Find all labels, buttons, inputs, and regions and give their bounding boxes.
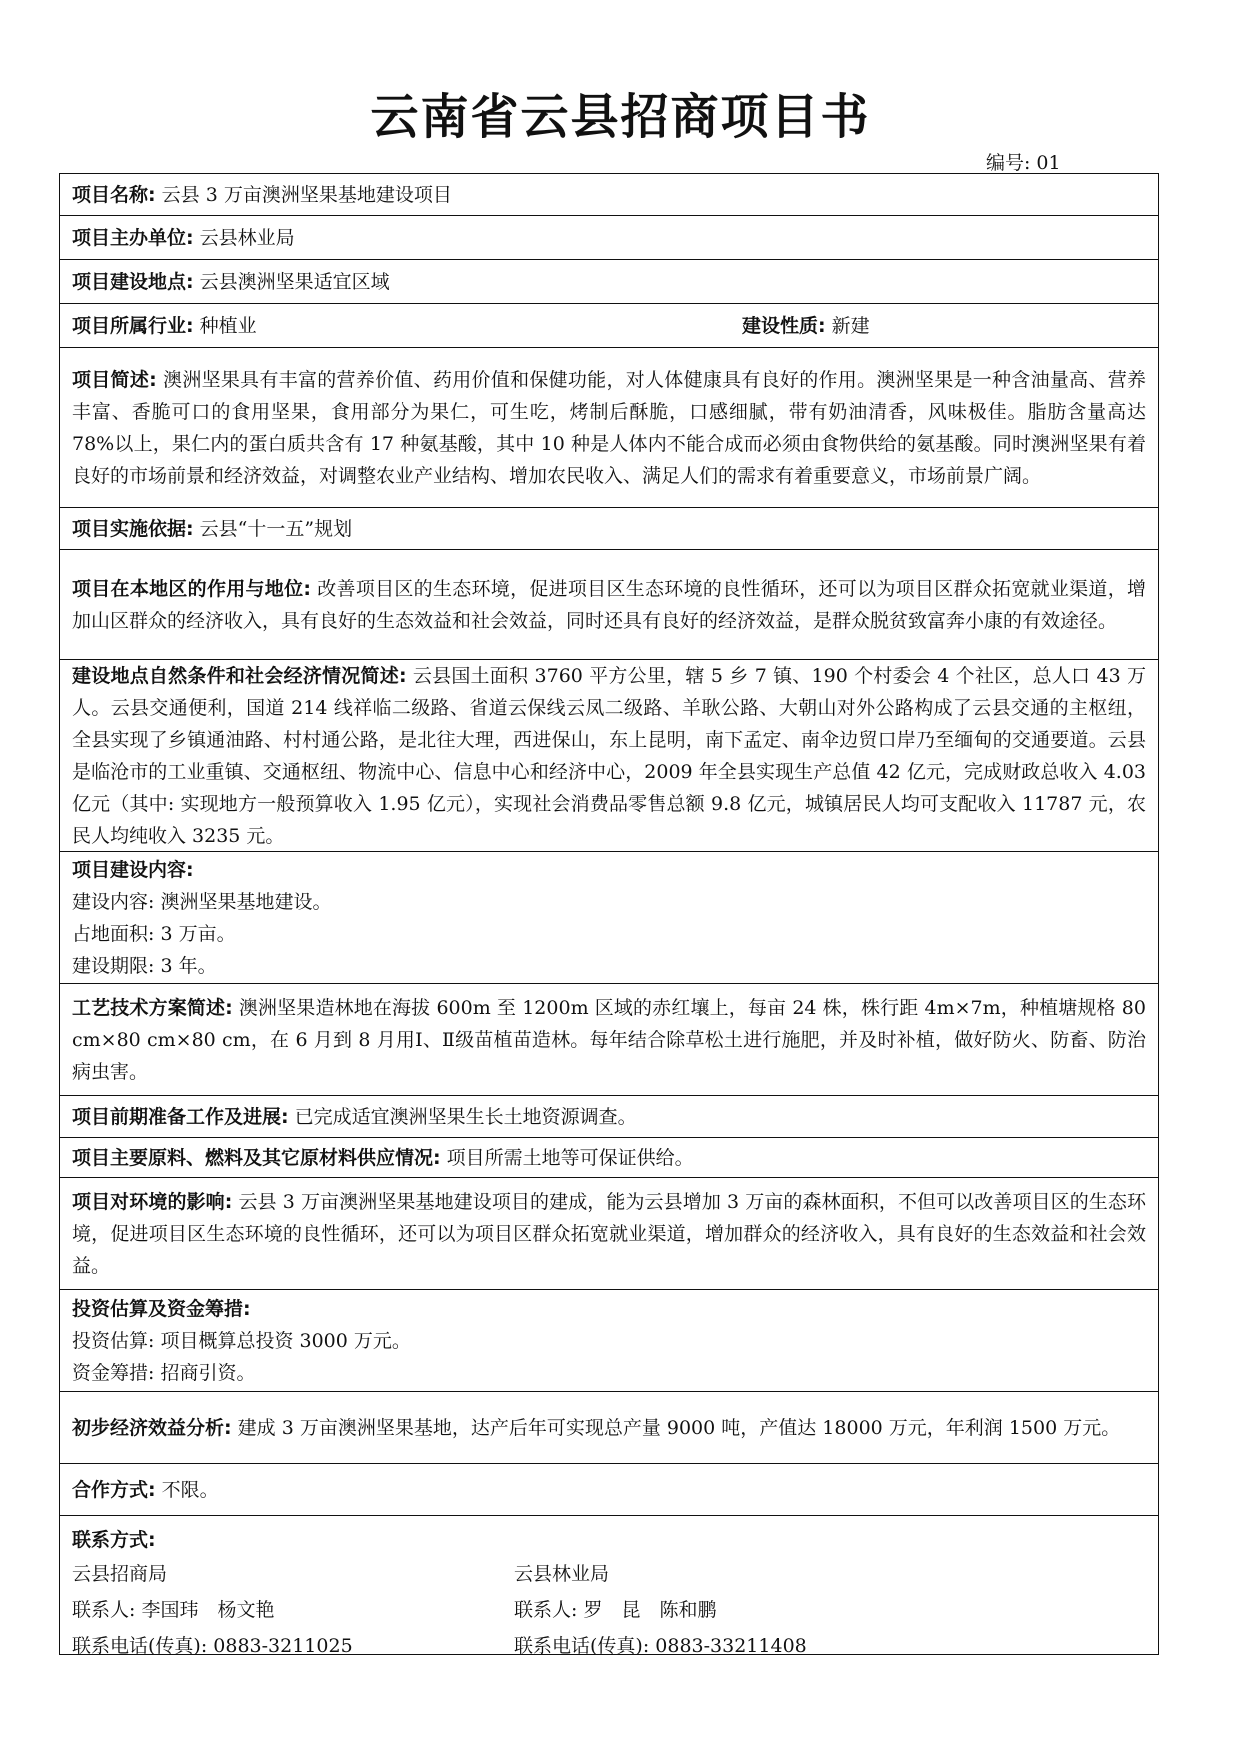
field-label: 项目所属行业: [72,314,194,337]
row-summary [60,348,1158,508]
field-value: 项目所需土地等可保证供给。 [446,1146,694,1169]
row-prep [60,1096,1158,1138]
field-value: 云县 3 万亩澳洲坚果基地建设项目的建成，能为云县增加 3 万亩的森林面积，不但可以改善项目区的生态环境，促进项目区生态环境的良性循环，还可以为项目区群众拓宽就业渠道，增加群众的经济收入，具有良好的生态效益和社会效益。 [72,1190,1147,1277]
field-label: 项目对环境的影响: [72,1190,233,1213]
field-label: 项目前期准备工作及进展: [72,1105,289,1128]
contact-left-org: 云县招商局 [72,1563,168,1585]
row-role [60,550,1158,660]
field-label: 项目主要原料、燃料及其它原材料供应情况: [72,1146,441,1169]
field-value: 云县林业局 [199,226,295,249]
field-value: 新建 [831,314,870,337]
row-conditions [60,660,1158,852]
row-economics [60,1392,1158,1464]
field-label: 联系方式: [72,1529,156,1551]
row-content [60,852,1158,984]
investment-line: 投资估算: 项目概算总投资 3000 万元。 [72,1329,411,1352]
field-value: 云县 3 万亩澳洲坚果基地建设项目 [161,183,452,206]
content-line: 占地面积: 3 万亩。 [72,922,236,945]
contact-left-person: 联系人: 李国玮 杨文艳 [72,1599,275,1621]
field-label: 项目名称: [72,183,156,206]
row-project-name [60,174,1158,216]
row-supply [60,1138,1158,1178]
content-line: 建设期限: 3 年。 [72,954,217,977]
field-label: 项目主办单位: [72,226,194,249]
field-label: 初步经济效益分析: [72,1416,232,1439]
field-label: 建设性质: [742,314,826,337]
field-value: 不限。 [161,1478,219,1501]
contact-right-org: 云县林业局 [514,1563,610,1585]
row-tech [60,984,1158,1096]
field-value: 种植业 [199,314,257,337]
document-number-label: 编号: [986,152,1031,174]
content-line: 建设内容: 澳洲坚果基地建设。 [72,890,332,913]
contact-right-phone: 联系电话(传真): 0883-33211408 [514,1635,807,1657]
field-label: 项目实施依据: [72,517,194,540]
row-cooperation [60,1464,1158,1516]
field-value: 云县“十一五”规划 [199,517,353,540]
field-label: 项目建设地点: [72,270,194,293]
field-label: 投资估算及资金筹措: [72,1297,251,1320]
field-value: 澳洲坚果造林地在海拔 600m 至 1200m 区域的赤红壤上，每亩 24 株，株行距 4m×7m，种植塘规格 80 cm×80 cm×80 cm，在 6 月到 8 月用Ⅰ、Ⅱ级苗植苗造林。每年结合除草松土进行施肥，并及时补植，做好防火、防畜、防治病虫害。 [72,996,1146,1083]
document-number [980,148,1061,175]
row-environment [60,1178,1158,1290]
row-site [60,260,1158,304]
field-label: 项目简述: [72,368,157,391]
field-value: 澳洲坚果具有丰富的营养价值、药用价值和保健功能，对人体健康具有良好的作用。澳洲坚果是一种含油量高、营养丰富、香脆可口的食用坚果，食用部分为果仁，可生吃，烤制后酥脆，口感细腻，带有奶油清香，风味极佳。脂肪含量高达 78%以上，果仁内的蛋白质共含有 17 种氨基酸，其中 10 种是人体内不能合成而必须由食物供给的氨基酸。同时澳洲坚果有着良好的市场前景和经济效益，对调整农业产业结构、增加农民收入、满足人们的需求有着重要意义，市场前景广阔。 [72,368,1146,487]
project-table [59,173,1159,1655]
document-number-value: 01 [1036,152,1061,174]
field-value: 已完成适宜澳洲坚果生长土地资源调查。 [294,1105,637,1128]
field-value: 云县澳洲坚果适宜区域 [199,270,390,293]
row-basis [60,508,1158,550]
row-investment [60,1290,1158,1392]
row-host-unit [60,216,1158,260]
field-label: 建设地点自然条件和社会经济情况简述: [72,664,407,687]
contact-right-person: 联系人: 罗 昆 陈和鹏 [514,1599,717,1621]
contact-left-phone: 联系电话(传真): 0883-3211025 [72,1635,353,1657]
contact-grid [72,1558,1146,1662]
field-label: 工艺技术方案简述: [72,996,233,1019]
field-label: 项目建设内容: [72,858,194,881]
field-label: 合作方式: [72,1478,156,1501]
investment-line: 资金筹措: 招商引资。 [72,1361,256,1384]
field-value: 改善项目区的生态环境，促进项目区生态环境的良性循环，还可以为项目区群众拓宽就业渠道，增加山区群众的经济收入，具有良好的生态效益和社会效益，同时还具有良好的经济效益，是群众脱贫致富奔小康的有效途径。 [72,577,1146,632]
row-contact [60,1516,1158,1657]
field-value: 建成 3 万亩澳洲坚果基地，达产后年可实现总产量 9000 吨，产值达 18000 万元，年利润 1500 万元。 [237,1416,1121,1439]
field-value: 云县国土面积 3760 平方公里，辖 5 乡 7 镇、190 个村委会 4 个社区，总人口 43 万人。云县交通便利，国道 214 线祥临二级路、省道云保线云凤二级路、羊耿公路、大朝山对外公路构成了云县交通的主枢纽，全县实现了乡镇通油路、村村通公路，是北往大理，西进保山，东上昆明，南下孟定、南伞边贸口岸乃至缅甸的交通要道。云县是临沧市的工业重镇、交通枢纽、物流中心、信息中心和经济中心，2009 年全县实现生产总值 42 亿元，完成财政总收入 4.03 亿元（其中: 实现地方一般预算收入 1.95 亿元），实现社会消费品零售总额 9.8 亿元，城镇居民人均可支配收入 11787 元，农民人均纯收入 3235 元。 [72,664,1146,847]
field-label: 项目在本地区的作用与地位: [72,577,311,600]
row-industry [60,304,1158,348]
document-title: 云南省云县招商项目书 [370,89,871,145]
